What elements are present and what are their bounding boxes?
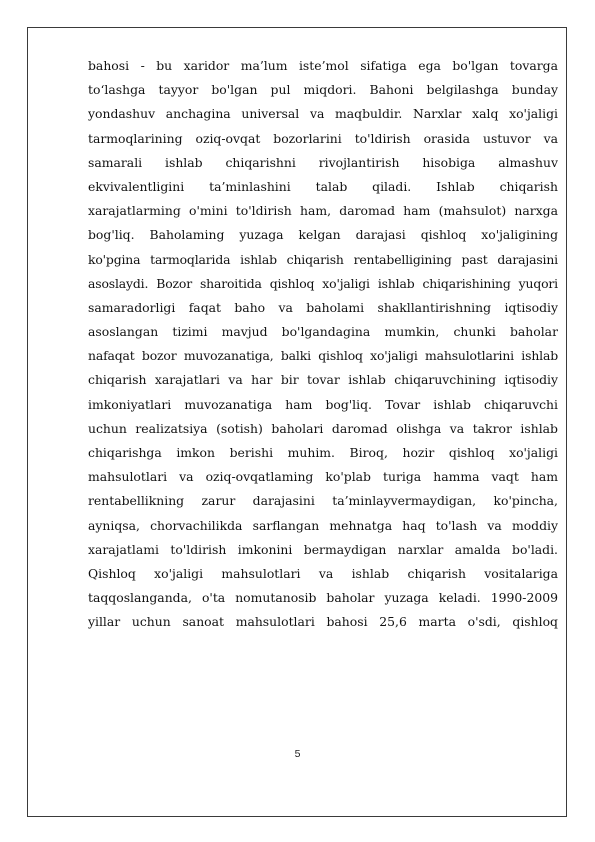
text-line: asoslaydi. Bozor sharoitida qishloq xo'jaligi ishlab chiqarishining yuqori — [88, 275, 558, 291]
text-line: yondashuv anchagina universal va maqbuldir. Narxlar xalq xo'jaligi — [88, 106, 558, 122]
text-line: chiqarishga imkon berishi muhim. Biroq, hozir qishloq xo'jaligi — [88, 445, 558, 460]
text-line: chiqarish xarajatlari va har bir tovar ishlab chiqaruvchining iqtisodiy — [88, 372, 558, 388]
text-line: taqqoslanganda, o'ta nomutanosib baholar yuzaga keladi. 1990-2009 — [88, 590, 558, 606]
text-line: asoslangan tizimi mavjud bo'lgandagina mumkin, chunki baholar — [88, 324, 558, 340]
text-line: bog'liq. Baholaming yuzaga kelgan darajasi qishloq xo'jaligining — [88, 227, 558, 243]
text-line: bahosi - bu xaridor ma’lum iste’mol sifatiga ega bo'lgan tovarga — [88, 58, 558, 73]
text-line: ko'pgina tarmoqlarida ishlab chiqarish rentabelligining past darajasini — [88, 251, 558, 267]
text-line: to‘lashga tayyor bo'lgan pul miqdori. Bahoni belgilashga bunday — [88, 82, 558, 98]
text-line: ekvivalentligini ta’minlashini talab qiladi. Ishlab chiqarish — [88, 178, 558, 194]
text-line: uchun realizatsiya (sotish) baholari daromad olishga va takror ishlab — [88, 420, 558, 436]
text-line: rentabellikning zarur darajasini ta’minlayvermaydigan, ko'pincha, — [88, 493, 558, 509]
text-line: samaradorligi faqat baho va baholami shakllantirishning iqtisodiy — [88, 299, 558, 315]
text-line: samarali ishlab chiqarishni rivojlantirish hisobiga almashuv — [88, 154, 558, 170]
text-line: xarajatlami to'ldirish imkonini bermaydigan narxlar amalda bo'ladi. — [88, 541, 558, 557]
text-line: yillar uchun sanoat mahsulotlari bahosi 25,6 marta o'sdi, qishloq — [88, 614, 558, 630]
text-line: xarajatlarming o'mini to'ldirish ham, daromad ham (mahsulot) narxga — [88, 203, 558, 219]
text-line: imkoniyatlari muvozanatiga ham bog'liq. Tovar ishlab chiqaruvchi — [88, 396, 558, 412]
page-number: 5 — [294, 748, 301, 760]
body-text — [88, 54, 558, 635]
text-line: ayniqsa, chorvachilikda sarflangan mehnatga haq to'lash va moddiy — [88, 517, 558, 533]
text-line: nafaqat bozor muvozanatiga, balki qishloq xo'jaligi mahsulotlarini ishlab — [88, 348, 558, 364]
text-line: tarmoqlarining oziq-ovqat bozorlarini to'ldirish orasida ustuvor va — [88, 130, 558, 146]
text-line: Qishloq xo'jaligi mahsulotlari va ishlab chiqarish vositalariga — [88, 565, 558, 581]
text-line: mahsulotlari va oziq-ovqatlaming ko'plab turiga hamma vaqt ham — [88, 469, 558, 485]
